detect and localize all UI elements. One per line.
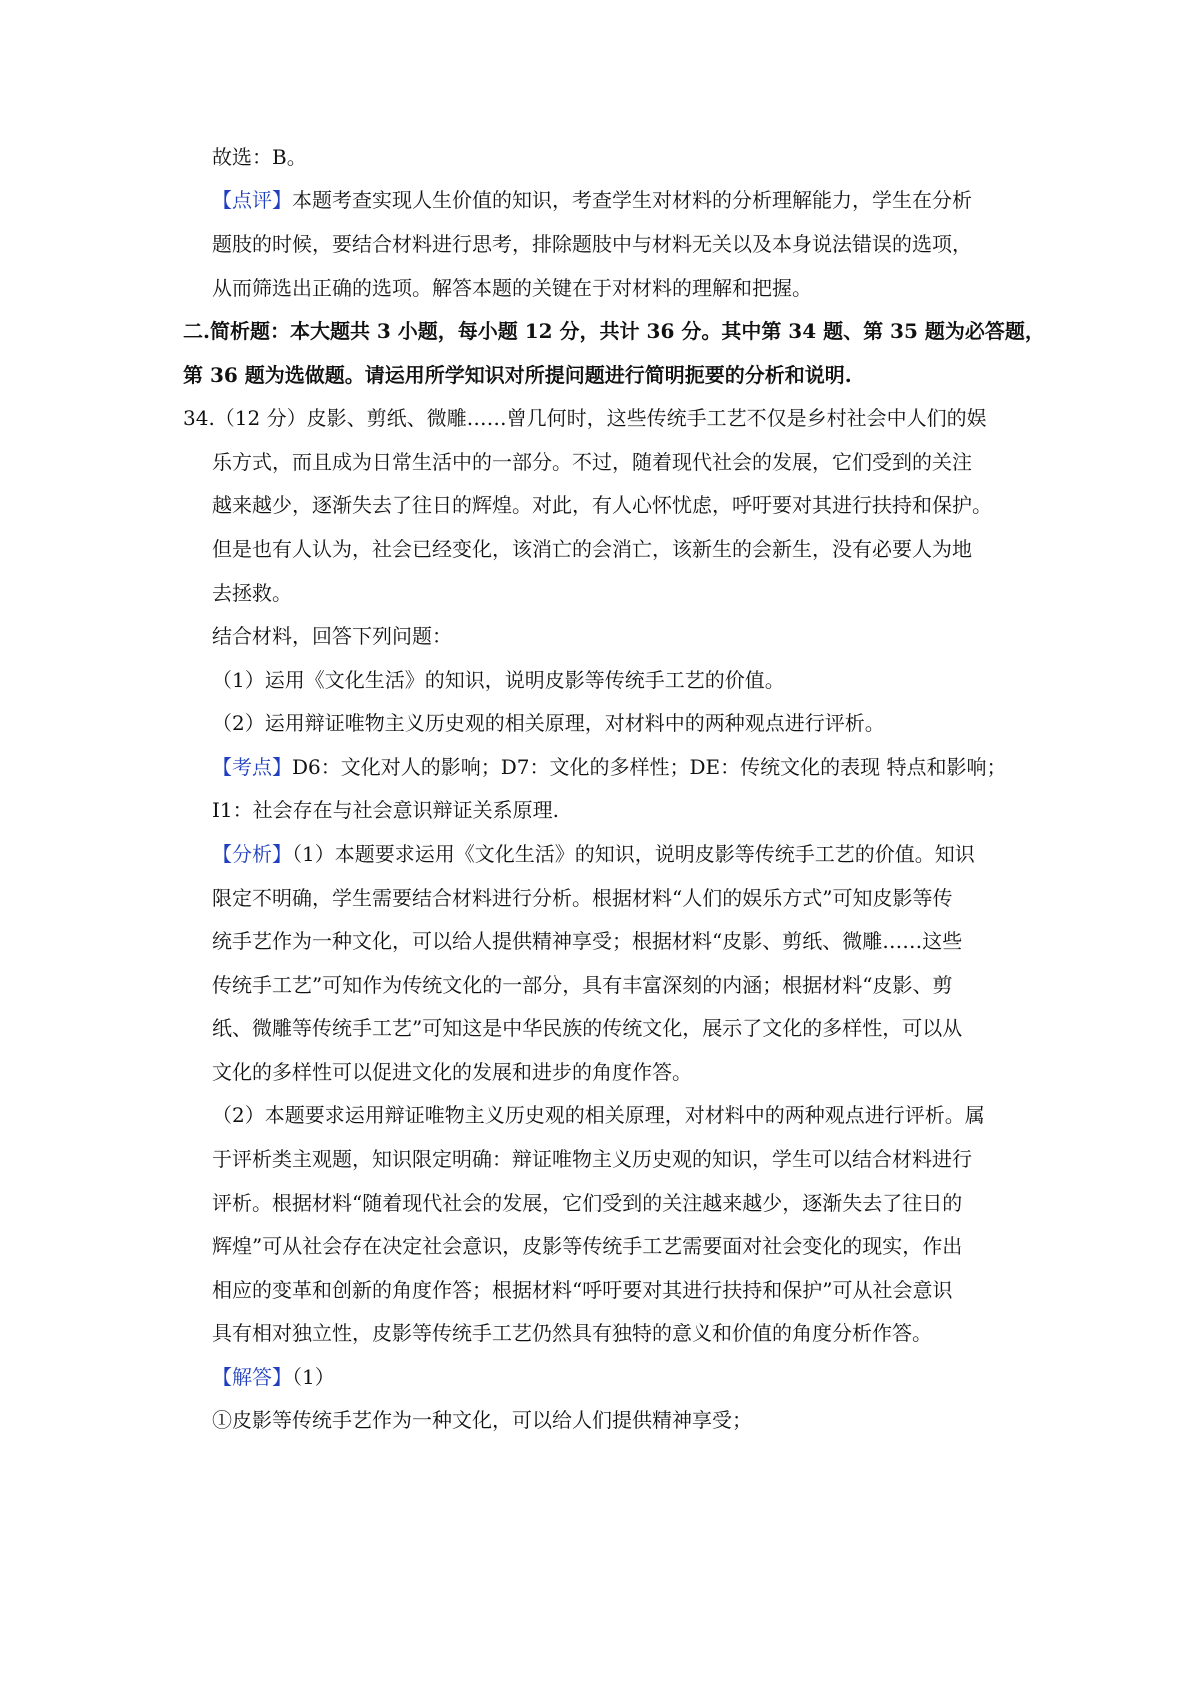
q34-stem-line-4: 但是也有人认为，社会已经变化，该消亡的会消亡，该新生的会新生，没有必要人为地 [212, 537, 972, 561]
q34-fenxi-line-6: 文化的多样性可以促进文化的发展和进步的角度作答。 [212, 1060, 692, 1084]
q34-jieda-point-1: ①皮影等传统手艺作为一种文化，可以给人们提供精神享受； [212, 1408, 752, 1432]
q34-stem-line-3: 越来越少，逐渐失去了往日的辉煌。对此，有人心怀忧虑，呼吁要对其进行扶持和保护。 [212, 493, 992, 517]
jieda-text: （1） [292, 1365, 335, 1389]
fenxi-text: （1）本题要求运用《文化生活》的知识，说明皮影等传统手工艺的价值。知识 [292, 842, 975, 866]
q34-fenxi-line-4: 传统手工艺”可知作为传统文化的一部分，具有丰富深刻的内涵；根据材料“皮影、剪 [212, 973, 953, 997]
q34-fenxi-line-11: 相应的变革和创新的角度作答；根据材料“呼吁要对其进行扶持和保护”可从社会意识 [212, 1278, 953, 1302]
comment-text: 本题考查实现人生价值的知识，考查学生对材料的分析理解能力，学生在分析 [292, 188, 972, 212]
q34-fenxi-line-1 [212, 839, 975, 869]
q34-fenxi-line-3: 统手艺作为一种文化，可以给人提供精神享受；根据材料“皮影、剪纸、微雕……这些 [212, 929, 963, 953]
kaodian-text: D6：文化对人的影响；D7：文化的多样性；DE：传统文化的表现 特点和影响； [292, 755, 1007, 779]
q34-stem-line-1: 34.（12 分）皮影、剪纸、微雕……曾几何时，这些传统手工艺不仅是乡村社会中人们的娱 [183, 406, 987, 430]
section-2-heading-line-2: 第 36 题为选做题。请运用所学知识对所提问题进行简明扼要的分析和说明. [183, 363, 852, 387]
q34-subquestion-1: （1）运用《文化生活》的知识，说明皮影等传统手工艺的价值。 [212, 668, 785, 692]
q33-comment-line-2: 题肢的时候，要结合材料进行思考，排除题肢中与材料无关以及本身说法错误的选项， [212, 232, 972, 256]
q34-fenxi-line-8: 于评析类主观题，知识限定明确：辩证唯物主义历史观的知识，学生可以结合材料进行 [212, 1147, 972, 1171]
fenxi-tag: 【分析】 [212, 842, 292, 866]
q34-subquestion-2: （2）运用辩证唯物主义历史观的相关原理，对材料中的两种观点进行评析。 [212, 711, 885, 735]
q34-fenxi-line-2: 限定不明确，学生需要结合材料进行分析。根据材料“人们的娱乐方式”可知皮影等传 [212, 886, 953, 910]
q33-conclusion: 故选：B。 [212, 145, 307, 169]
q33-comment-line-3: 从而筛选出正确的选项。解答本题的关键在于对材料的理解和把握。 [212, 276, 812, 300]
q34-fenxi-line-9: 评析。根据材料“随着现代社会的发展，它们受到的关注越来越少，逐渐失去了往日的 [212, 1191, 963, 1215]
q34-stem-line-2: 乐方式，而且成为日常生活中的一部分。不过，随着现代社会的发展，它们受到的关注 [212, 450, 972, 474]
q34-stem-line-5: 去拯救。 [212, 581, 292, 605]
q34-fenxi-line-12: 具有相对独立性，皮影等传统手工艺仍然具有独特的意义和价值的角度分析作答。 [212, 1321, 932, 1345]
q34-jieda-line-1 [212, 1362, 335, 1392]
comment-tag: 【点评】 [212, 188, 292, 212]
q34-fenxi-line-10: 辉煌”可从社会存在决定社会意识，皮影等传统手工艺需要面对社会变化的现实，作出 [212, 1234, 963, 1258]
q33-comment-line-1 [212, 185, 972, 215]
q34-prompt: 结合材料，回答下列问题： [212, 624, 452, 648]
q34-fenxi-line-5: 纸、微雕等传统手工艺”可知这是中华民族的传统文化，展示了文化的多样性，可以从 [212, 1016, 963, 1040]
q34-kaodian-line-1 [212, 752, 1007, 782]
section-2-heading-line-1: 二.简析题：本大题共 3 小题，每小题 12 分，共计 36 分。其中第 34 题、第 35 题为必答题， [183, 319, 1045, 343]
q34-fenxi-line-7: （2）本题要求运用辩证唯物主义历史观的相关原理，对材料中的两种观点进行评析。属 [212, 1103, 985, 1127]
q34-kaodian-line-2: I1：社会存在与社会意识辩证关系原理. [212, 798, 559, 822]
jieda-tag: 【解答】 [212, 1365, 292, 1389]
kaodian-tag: 【考点】 [212, 755, 292, 779]
